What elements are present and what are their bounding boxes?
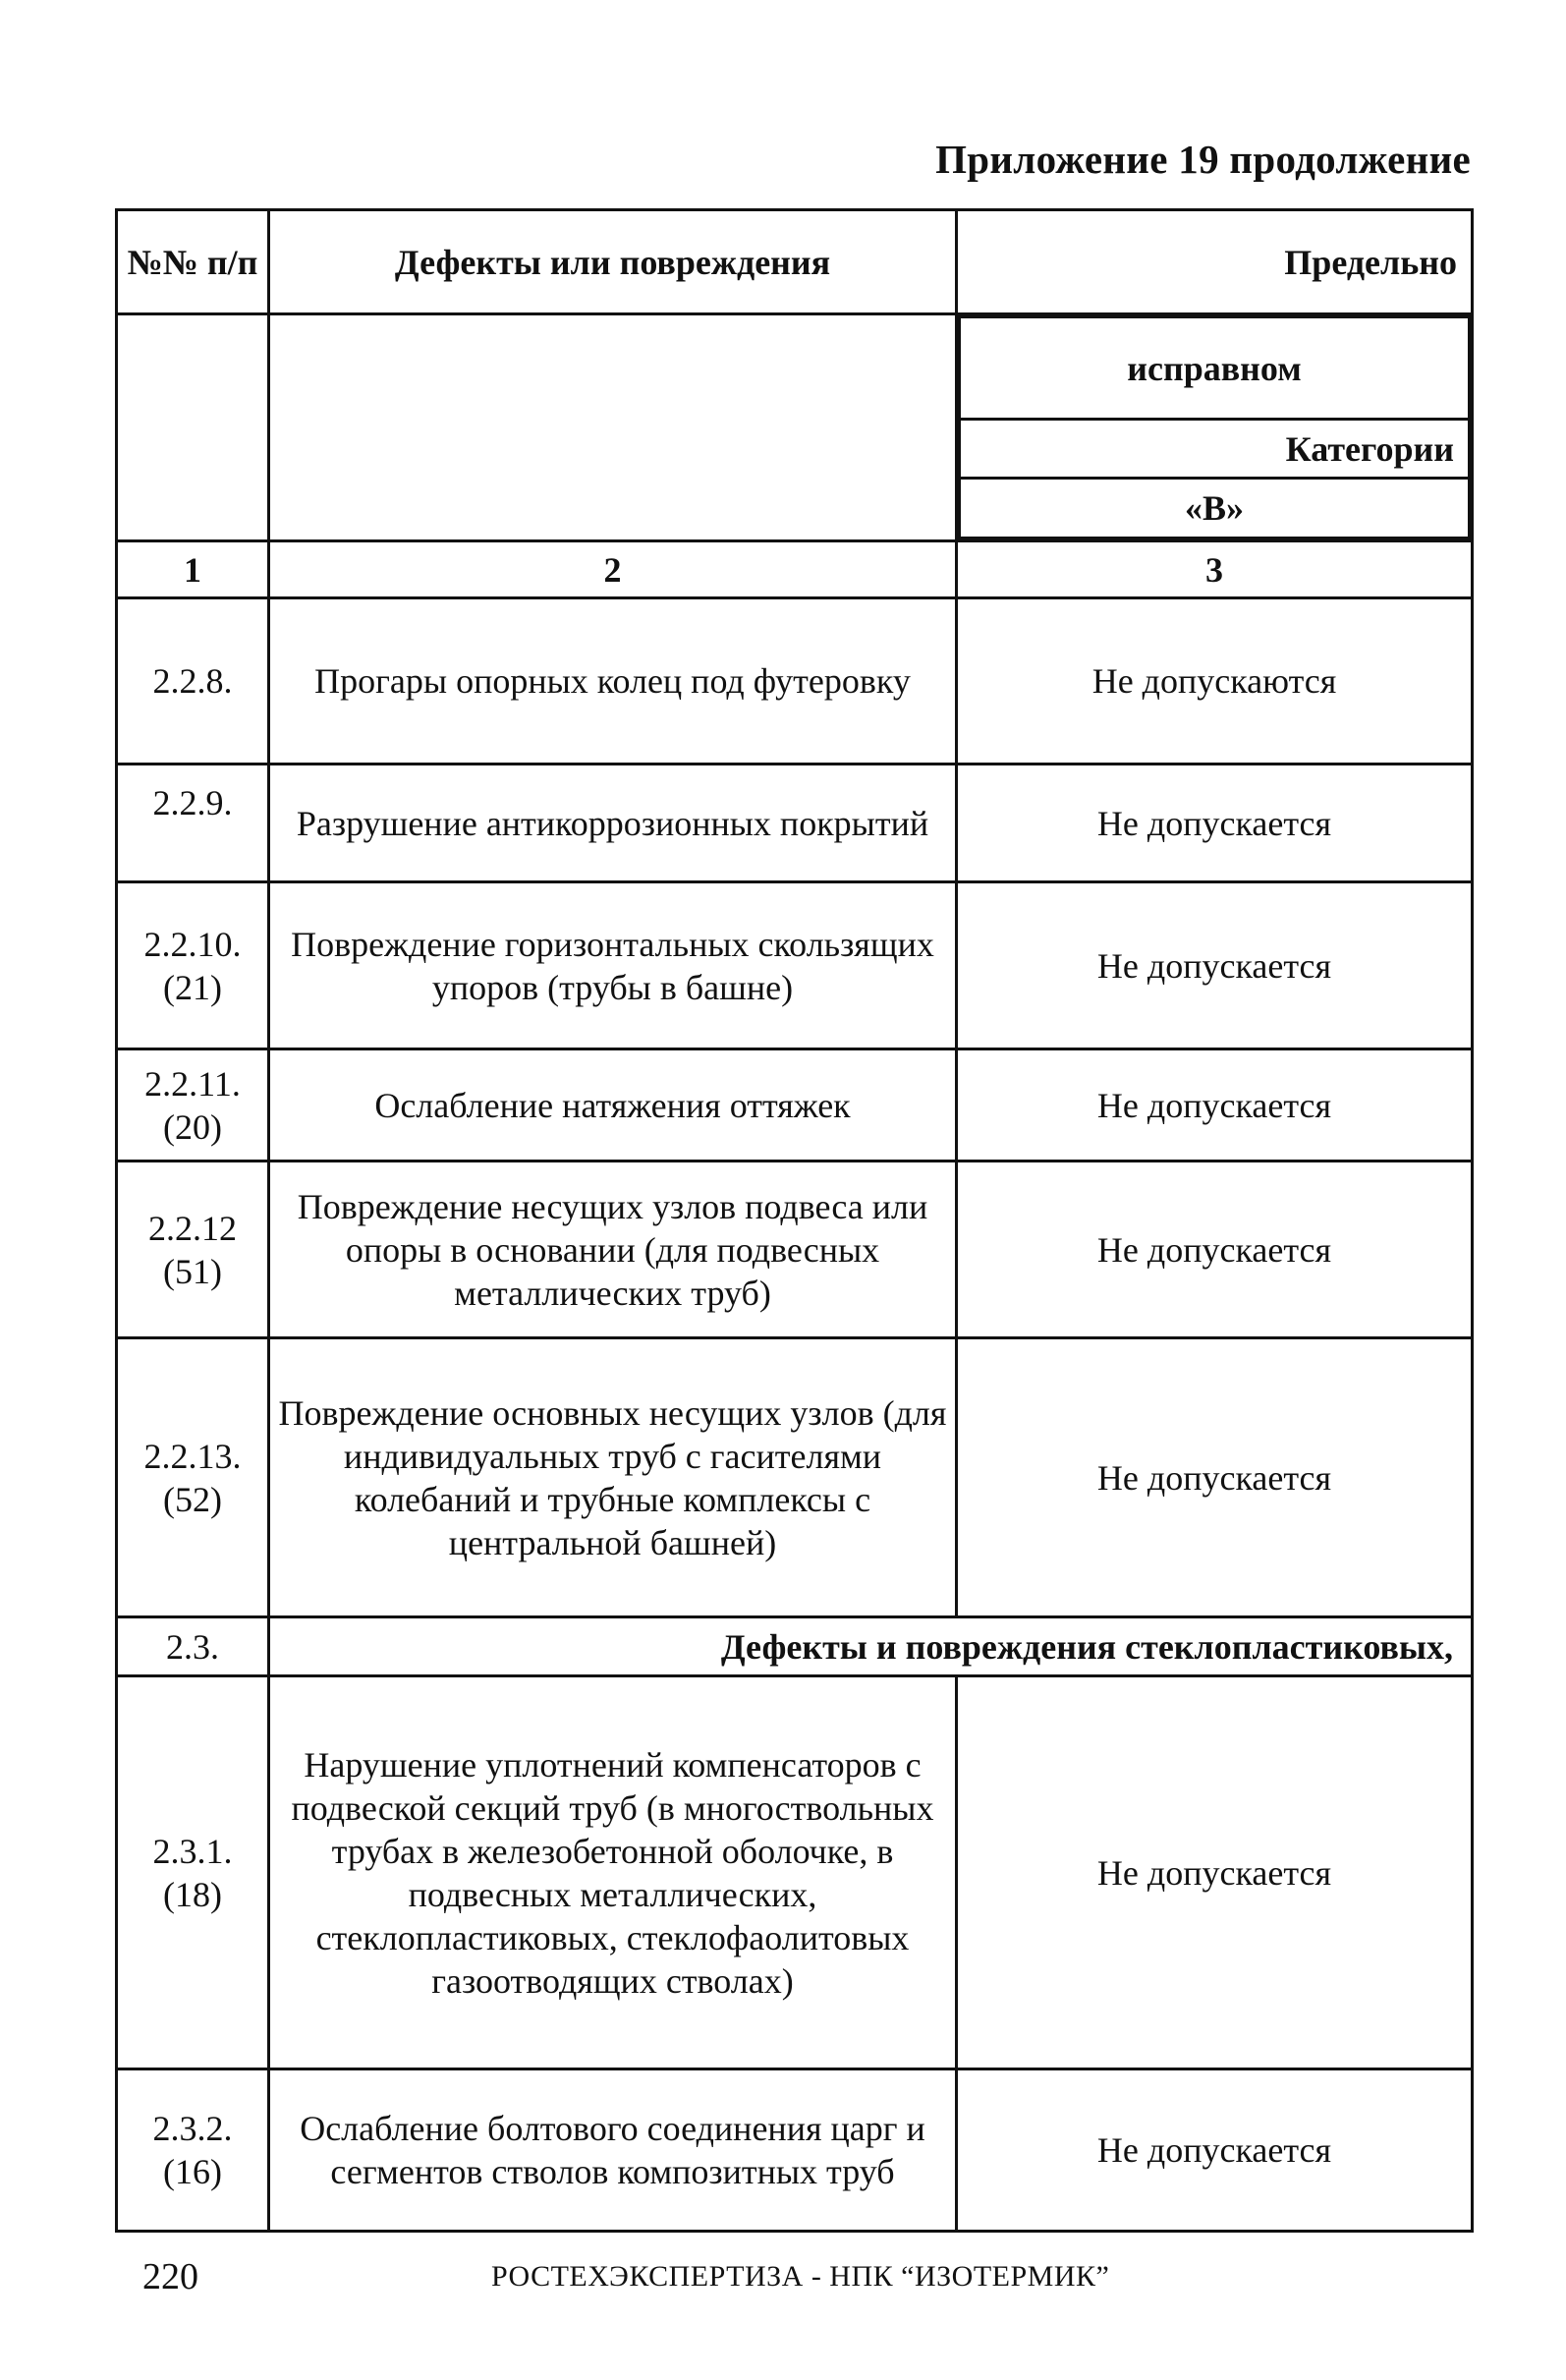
header-sub-table (958, 315, 1471, 539)
header-category: Категории (960, 420, 1470, 479)
row-limit: Не допускается (957, 1338, 1473, 1617)
row-num: 2.2.9. (117, 765, 269, 882)
table-row (117, 1676, 1473, 2069)
row-defect: Ослабление натяжения оттяжек (269, 1049, 957, 1162)
row-defect: Прогары опорных колец под футеровку (269, 598, 957, 765)
table-row (117, 1049, 1473, 1162)
row-defect: Разрушение антикоррозионных покрытий (269, 765, 957, 882)
table-row (117, 2069, 1473, 2232)
table-row (117, 765, 1473, 882)
row-num: 2.2.11. (20) (117, 1049, 269, 1162)
defects-table (115, 208, 1474, 2233)
row-defect: Повреждение несущих узлов подвеса или опоры в основании (для подвесных металлических труб) (269, 1162, 957, 1338)
header-defects: Дефекты или повреждения (269, 210, 957, 314)
row-limit: Не допускается (957, 882, 1473, 1049)
table-row (117, 598, 1473, 765)
page-number: 220 (142, 2256, 198, 2297)
footer-organization: РОСТЕХЭКСПЕРТИЗА - НПК “ИЗОТЕРМИК” (491, 2260, 1110, 2293)
index-3: 3 (957, 541, 1473, 598)
header-num-label: №№ п/п (127, 242, 258, 282)
section-title: Дефекты и повреждения стеклопластиковых, (269, 1617, 1473, 1676)
row-num: 2.3.2. (16) (117, 2069, 269, 2232)
row-limit: Не допускаются (957, 598, 1473, 765)
row-num: 2.2.13. (52) (117, 1338, 269, 1617)
section-row (117, 1617, 1473, 1676)
row-defect: Нарушение уплотнений компенсаторов с подвеской секций труб (в многоствольных трубах в железобетонной оболочке, в подвесных металлических, стеклопластиковых, стеклофаолитовых газоотводящих стволах) (269, 1676, 957, 2069)
row-defect: Повреждение основных несущих узлов (для индивидуальных труб с гасителями колебаний и трубные комплексы с центральной башней) (269, 1338, 957, 1617)
row-num: 2.2.8. (117, 598, 269, 765)
row-num: 2.3.1. (18) (117, 1676, 269, 2069)
header-state: исправном (960, 317, 1470, 420)
header-limit: Предельно (957, 210, 1473, 314)
section-num: 2.3. (117, 1617, 269, 1676)
header-num (117, 210, 269, 314)
appendix-title: Приложение 19 продолжение (935, 137, 1471, 182)
row-defect: Повреждение горизонтальных скользящих упоров (трубы в башне) (269, 882, 957, 1049)
row-defect: Ослабление болтового соединения царг и сегментов стволов композитных труб (269, 2069, 957, 2232)
header-category-b: «В» (960, 479, 1470, 538)
index-2: 2 (269, 541, 957, 598)
header-num-empty (117, 314, 269, 541)
header-limit-sub (957, 314, 1473, 541)
row-limit: Не допускается (957, 1162, 1473, 1338)
row-limit: Не допускается (957, 765, 1473, 882)
index-1: 1 (117, 541, 269, 598)
row-limit: Не допускается (957, 2069, 1473, 2232)
row-num: 2.2.10. (21) (117, 882, 269, 1049)
row-limit: Не допускается (957, 1049, 1473, 1162)
row-limit: Не допускается (957, 1676, 1473, 2069)
table-row (117, 882, 1473, 1049)
row-num: 2.2.12 (51) (117, 1162, 269, 1338)
table-row (117, 1338, 1473, 1617)
header-defects-empty (269, 314, 957, 541)
table-row (117, 1162, 1473, 1338)
